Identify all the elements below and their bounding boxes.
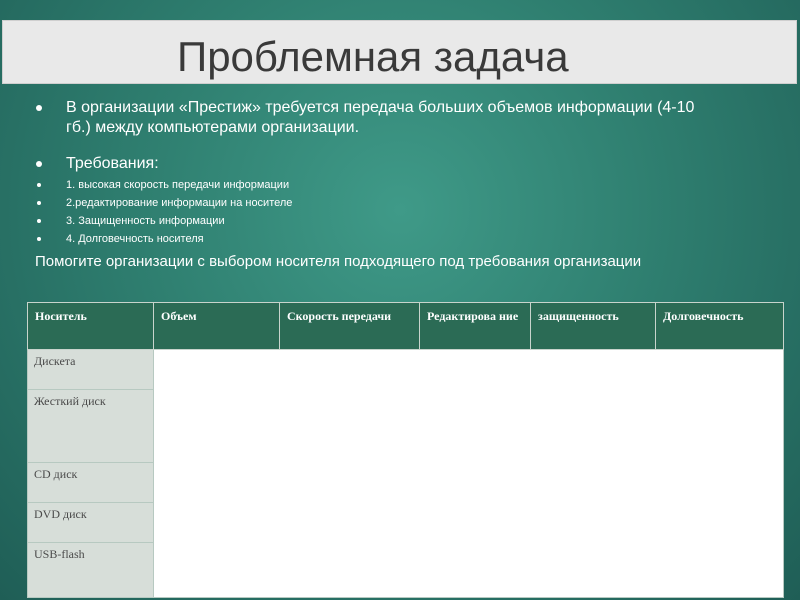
row-header: Дискета: [28, 350, 154, 390]
requirement-item: 2.редактирование информации на носителе: [66, 197, 293, 209]
bullet-dot: [37, 201, 41, 205]
column-header: Носитель: [28, 303, 154, 350]
table-header-row: [28, 303, 784, 350]
row-header: CD диск: [28, 463, 154, 503]
bullet-dot: [37, 183, 41, 187]
requirement-item: 3. Защищенность информации: [66, 215, 225, 227]
bullet-dot: [36, 161, 42, 167]
row-header: USB-flash: [28, 543, 154, 598]
bullet-intro: В организации «Престиж» требуется передача больших объемов информации (4-10 гб.) между компьютерами организации.: [66, 99, 695, 136]
column-header: Долговечность: [656, 303, 784, 350]
slide-title: Проблемная задача: [177, 33, 569, 80]
media-table-wrap: [27, 302, 784, 598]
requirement-item: 4. Долговечность носителя: [66, 233, 204, 245]
bullet-dot: [37, 219, 41, 223]
column-header: защищенность: [531, 303, 656, 350]
bullet-dot: [36, 105, 42, 111]
column-header: Редактирова ние: [420, 303, 531, 350]
bullet-dot: [37, 237, 41, 241]
requirement-item: 1. высокая скорость передачи информации: [66, 179, 290, 191]
task-question: Помогите организации с выбором носителя подходящего под требования организации: [35, 253, 642, 270]
column-header: Объем: [154, 303, 280, 350]
row-header: Жесткий диск: [28, 390, 154, 463]
bullet-requirements: Требования:: [66, 155, 159, 172]
column-header: Скорость передачи: [280, 303, 420, 350]
media-comparison-table: [27, 302, 784, 598]
table-row: [28, 350, 784, 390]
row-header: DVD диск: [28, 503, 154, 543]
empty-answer-area[interactable]: [154, 350, 784, 598]
